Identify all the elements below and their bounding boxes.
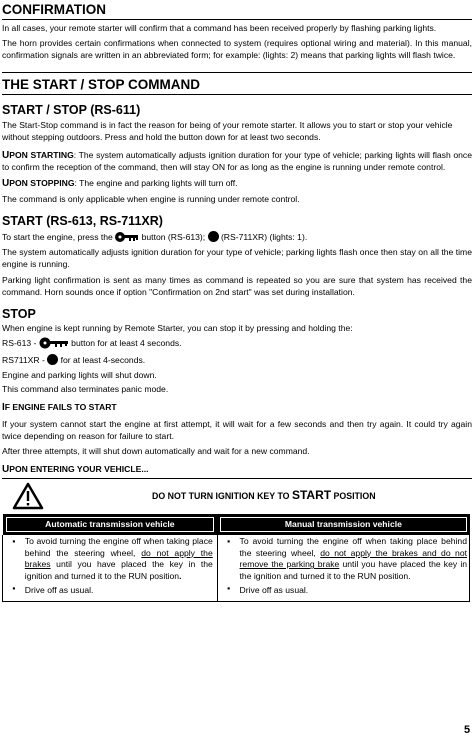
- key-icon: [115, 231, 139, 243]
- warning-icon: [12, 482, 44, 510]
- entering-heading: [2, 464, 149, 475]
- stop-shutdown-text: Engine and parking lights will shut down.: [2, 370, 157, 380]
- stop-heading: STOP: [2, 307, 36, 321]
- confirmation-rule: [2, 19, 472, 20]
- automatic-step-2: Drive off as usual.: [25, 582, 217, 601]
- confirmation-heading: CONFIRMATION: [2, 2, 106, 17]
- manual-header-cell: [217, 514, 469, 535]
- auto-step-1-c: until you have placed the key in the ignition and turned it to the RUN position: [24, 559, 213, 581]
- startstop-top-rule: [2, 72, 472, 73]
- start-instruction-line: [2, 231, 472, 244]
- auto-step-1-underline: do not apply the brakes: [24, 547, 213, 570]
- round-button-icon: [208, 231, 219, 242]
- entering-rule: [2, 478, 472, 479]
- stop-text: When engine is kept running by Remote Starter, you can stop it by pressing and holding the:: [2, 323, 353, 333]
- warning-text-a: DO NOT TURN IGNITION KEY TO: [152, 491, 290, 501]
- key-icon: [39, 337, 69, 349]
- bullet: ▪: [227, 583, 231, 594]
- manual-step-1-a: To avoid turning the engine off when taking place behind the steering wheel,: [239, 536, 467, 558]
- transmission-table: [2, 514, 470, 602]
- upon-stopping-rest: PON STOPPING: [9, 178, 75, 188]
- upon-starting-text: [2, 150, 472, 173]
- upon-stopping-body: : The engine and parking lights will turn off.: [74, 178, 238, 188]
- start-auto-text: The system automatically adjusts ignition duration for your type of vehicle; parking lights flash once then stay on all the time engine is running.: [2, 247, 472, 269]
- start-instruction-c: (RS-711XR) (lights: 1).: [220, 232, 308, 242]
- fails-heading: [2, 402, 117, 413]
- manual-step-2: Drive off as usual.: [240, 582, 470, 601]
- fails-text-1: If your system cannot start the engine at first attempt, it will wait for a few seconds and then try again. It could try again twice depending on reason for failure to start.: [2, 419, 472, 441]
- bullet: ▪: [12, 536, 16, 546]
- startstop-bottom-rule: [2, 94, 472, 95]
- bullet-cell: [3, 582, 25, 601]
- page-number: 5: [464, 724, 471, 736]
- table-row: [3, 582, 470, 601]
- confirmation-text-2: The horn provides certain confirmations when connected to system (requires optional wiring and material). In this manual, confirmation signals are written in an abbreviated form; for example: (lights: 2) means that parking lights will flash twice.: [2, 38, 472, 60]
- entering-heading-rest: PON ENTERING YOUR VEHICLE...: [9, 464, 149, 474]
- stop-rs711-a: RS711XR -: [2, 355, 45, 365]
- stop-rs711-b: for at least 4-seconds.: [60, 355, 146, 365]
- fails-text-2: After three attempts, it will shut down automatically and wait for a new command.: [2, 446, 310, 456]
- fails-heading-cap: I: [2, 402, 5, 413]
- entering-heading-cap: U: [2, 464, 10, 475]
- warning-text-b: START: [291, 488, 332, 502]
- manual-header: Manual transmission vehicle: [220, 517, 466, 532]
- upon-starting-label: [2, 150, 74, 160]
- manual-step-1: [240, 535, 470, 582]
- bullet: ▪: [12, 583, 16, 594]
- upon-starting-cap: U: [2, 150, 10, 161]
- fails-heading-rest: F ENGINE FAILS TO START: [4, 402, 117, 412]
- stop-rs613-line: [2, 337, 472, 350]
- warning-text-c: POSITION: [333, 491, 376, 501]
- command-only-text: The command is only applicable when engine is running under remote control.: [2, 194, 300, 204]
- start-stop-rs611-heading: START / STOP (RS-611): [2, 103, 141, 117]
- upon-stopping-label: [2, 178, 75, 188]
- start-stop-text: The Start-Stop command is in fact the reason for being of your remote starter. It allows you to start or stop your vehicle without stepping outdoors. Press and hold the button down for at least two seconds.: [2, 120, 453, 142]
- auto-step-1-end: .: [179, 570, 182, 581]
- upon-stopping-cap: U: [2, 178, 10, 189]
- manual-step-1-underline: do not apply the brakes and do not remove the parking brake: [239, 547, 467, 570]
- start-confirm-text: Parking light confirmation is sent as many times as command is repeated so you are sure that system has received the command. Horn sounds once if option "Confirmation on 2nd start" was set during installation.: [2, 275, 472, 297]
- stop-panic-text: This command also terminates panic mode.: [2, 384, 169, 394]
- table-row: [3, 535, 470, 582]
- manual-step-1-c: until you have placed the key in the ignition and turned it to the RUN position.: [239, 559, 468, 581]
- automatic-step-1: [25, 535, 217, 582]
- bullet: ▪: [227, 536, 231, 546]
- automatic-header-cell: [3, 514, 218, 535]
- table-header-row: [3, 514, 470, 535]
- upon-starting-body: : The system automatically adjusts ignition duration for your type of vehicle; parking lights will flash once to confirm the reception of the command, then will stay ON for as long as the engine is running under remote control.: [2, 150, 472, 172]
- upon-starting-rest: PON STARTING: [9, 150, 74, 160]
- stop-rs613-b: button for at least 4 seconds.: [71, 338, 182, 348]
- start-instruction-b: button (RS-613);: [141, 232, 206, 242]
- confirmation-text-1: In all cases, your remote starter will confirm that a command has been received properly by flashing parking lights.: [2, 23, 437, 33]
- bullet-cell: [217, 582, 239, 601]
- start-instruction-a: To start the engine, press the: [2, 232, 113, 242]
- stop-rs613-a: RS-613 -: [2, 338, 37, 348]
- bullet-cell: [217, 535, 239, 582]
- auto-step-1-a: To avoid turning the engine off when taking place behind the steering wheel,: [24, 536, 213, 558]
- round-button-icon: [47, 354, 58, 365]
- startstop-heading: THE START / STOP COMMAND: [2, 77, 201, 92]
- warning-text: [152, 488, 376, 502]
- bullet-cell: [3, 535, 25, 582]
- upon-stopping-text: [2, 178, 472, 190]
- start-rs613-heading: START (RS-613, RS-711XR): [2, 214, 163, 228]
- automatic-header: Automatic transmission vehicle: [6, 517, 215, 532]
- stop-rs711-line: [2, 354, 472, 367]
